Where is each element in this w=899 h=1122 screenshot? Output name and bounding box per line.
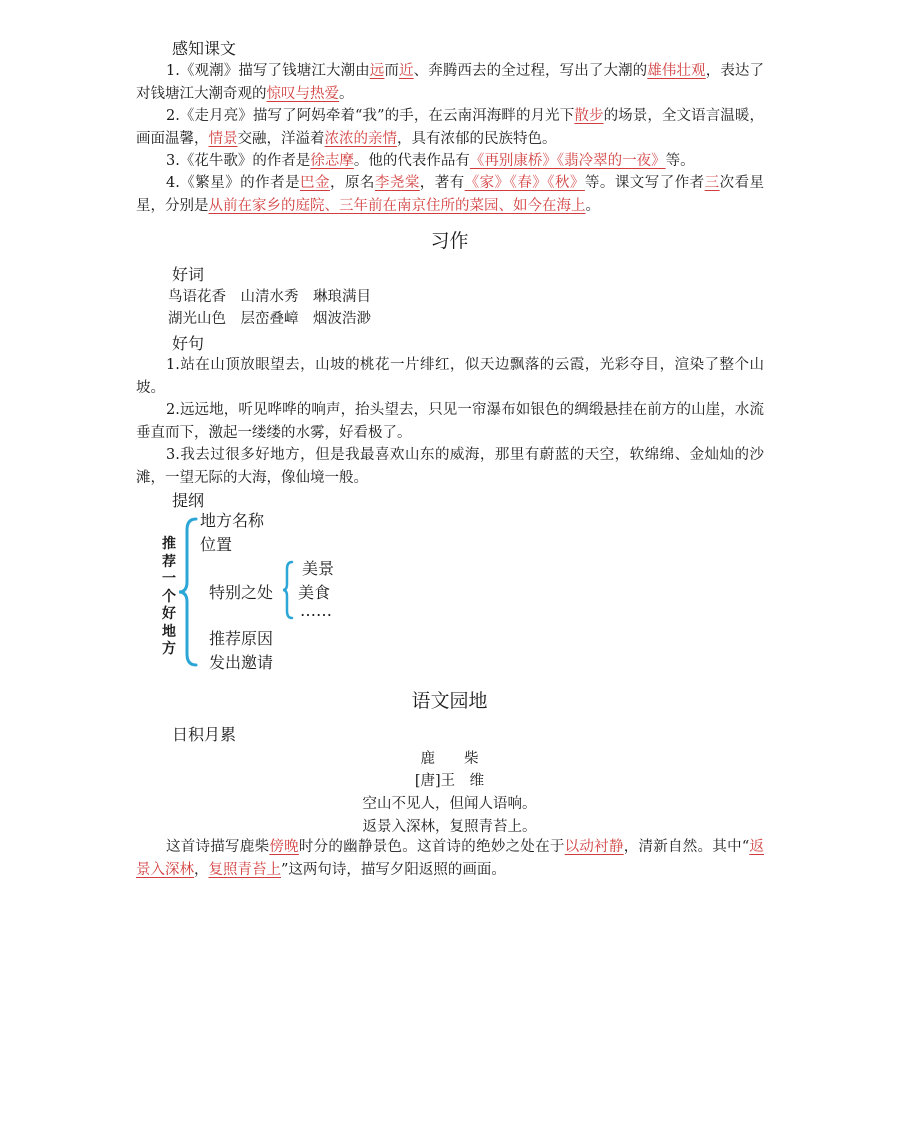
- perceive-item-4: [136, 172, 764, 217]
- highlighted-answer: 巴金: [300, 175, 330, 191]
- highlighted-answer: 复照青苔上: [208, 861, 281, 878]
- text-segment: 4.《繁星》的作者是: [166, 175, 301, 191]
- outline-item-special: 特别之处: [209, 583, 274, 602]
- text-segment: 等。: [665, 153, 695, 169]
- highlighted-answer: 情景: [208, 130, 238, 147]
- text-segment: ，具有浓郁的民族特色。: [397, 130, 557, 147]
- perceive-item-3: [136, 150, 764, 173]
- text-segment: 、奔腾西去的全过程，写出了大潮的: [413, 63, 648, 79]
- outline-title-char: 推: [162, 536, 176, 552]
- good-words-heading: 好词: [172, 265, 205, 284]
- outline-sub-bracket: [281, 560, 295, 620]
- highlighted-answer: 以动衬静: [564, 839, 624, 855]
- text-segment: ，表达了对钱塘江大潮奇观的: [136, 63, 765, 102]
- outline-sub-food: 美食: [298, 583, 331, 602]
- text-segment: 而: [384, 63, 400, 79]
- section-title-garden: 语文园地: [411, 690, 488, 712]
- highlighted-answer: 散步: [574, 108, 604, 124]
- text-segment: ，: [194, 861, 209, 878]
- outline-item-location: 位置: [200, 535, 233, 554]
- section-heading-perceive: 感知课文: [172, 39, 237, 58]
- highlighted-answer: 返景入深林: [136, 839, 765, 878]
- highlighted-answer: 惊叹与热爱: [266, 85, 339, 102]
- text-segment: ，清新自然。其中“: [623, 839, 750, 855]
- good-sentence-2: 2.远远地，听见哗哗的响声，抬头望去，只见一帘瀑布如银色的绸缎悬挂在前方的山崖，水流垂直而下，激起一缕缕的水雾，好看极了。: [136, 402, 764, 441]
- text-segment: 交融，洋溢着: [237, 130, 325, 147]
- text-segment: 。他的代表作品有: [353, 153, 470, 169]
- highlighted-answer: 远: [369, 63, 385, 79]
- section-title-writing: 习作: [430, 230, 469, 252]
- text-segment: 1.《观潮》描写了钱塘江大潮由: [166, 63, 370, 79]
- poem-author: [唐]王 维: [414, 773, 485, 789]
- outline-item-name: 地方名称: [200, 511, 265, 530]
- outline-title-char: 好: [162, 606, 176, 622]
- outline-item-invite: 发出邀请: [209, 653, 274, 672]
- outline-sub-more: ……: [300, 601, 332, 620]
- outline-sub-scenery: 美景: [302, 559, 335, 578]
- text-segment: ”这两句诗，描写夕阳返照的画面。: [281, 861, 506, 878]
- highlighted-answer: 近: [399, 63, 414, 79]
- text-segment: ，原名: [329, 175, 375, 191]
- outline-title-char: 荐: [162, 553, 176, 570]
- highlighted-answer: 徐志摩: [310, 153, 354, 169]
- text-segment: 3.《花牛歌》的作者是: [166, 153, 311, 169]
- outline-heading: 提纲: [172, 491, 205, 510]
- good-words-row-1: 鸟语花香 山清水秀 琳琅满目: [168, 289, 371, 305]
- good-sentence-3: 3.我去过很多好地方，但是我最喜欢山东的威海，那里有蔚蓝的天空，软绵绵、金灿灿的沙滩，一望无际的大海，像仙境一般。: [136, 447, 764, 486]
- highlighted-answer: 雄伟壮观: [647, 63, 706, 79]
- text-segment: 2.《走月亮》描写了阿妈牵着“我”的手，在云南洱海畔的月光下: [166, 108, 575, 124]
- text-segment: 。: [339, 85, 354, 102]
- text-segment: ，著有: [419, 175, 465, 191]
- text-segment: 。: [585, 197, 600, 214]
- text-segment: 这首诗描写鹿柴: [166, 839, 270, 855]
- highlighted-answer: 李尧棠: [374, 175, 420, 191]
- text-segment: 的场景，全文语言温暖，画面温馨，: [136, 108, 764, 147]
- good-words-row-2: 湖光山色 层峦叠嶂 烟波浩渺: [168, 311, 371, 327]
- poem-analysis: [136, 836, 764, 881]
- highlighted-answer: 三: [704, 175, 720, 191]
- perceive-item-1: [136, 60, 764, 105]
- highlighted-answer: 从前在家乡的庭院、三年前在南京住所的菜园、如今在海上: [208, 197, 586, 214]
- highlighted-answer: 傍晚: [269, 839, 299, 855]
- outline-main-bracket: [176, 516, 200, 668]
- outline-title-char: 方: [162, 641, 176, 657]
- poem-line-2: 返景入深林，复照青苔上。: [362, 819, 537, 835]
- outline-title-char: 个: [162, 588, 176, 605]
- daily-heading: 日积月累: [172, 725, 237, 744]
- poem-title: 鹿 柴: [420, 751, 479, 767]
- good-sentence-1: 1.站在山顶放眼望去，山坡的桃花一片绯红，似天边飘落的云霞，光彩夺目，渲染了整个山坡。: [136, 357, 764, 396]
- text-segment: 时分的幽静景色。这首诗的绝妙之处在于: [298, 839, 565, 855]
- perceive-item-2: [136, 105, 764, 150]
- poem-line-1: 空山不见人，但闻人语响。: [362, 796, 537, 812]
- text-segment: 等。课文写了作者: [584, 175, 705, 191]
- text-segment: 次看星星，分别是: [136, 175, 765, 214]
- outline-title-char: 一: [162, 571, 176, 587]
- outline-title-char: 地: [162, 623, 176, 640]
- good-sentences-heading: 好句: [172, 334, 205, 353]
- highlighted-answer: 《家》《春》《秋》: [464, 175, 585, 191]
- highlighted-answer: 浓浓的亲情: [324, 130, 397, 147]
- highlighted-answer: 《再别康桥》《翡冷翠的一夜》: [469, 153, 666, 169]
- outline-item-reason: 推荐原因: [209, 629, 274, 648]
